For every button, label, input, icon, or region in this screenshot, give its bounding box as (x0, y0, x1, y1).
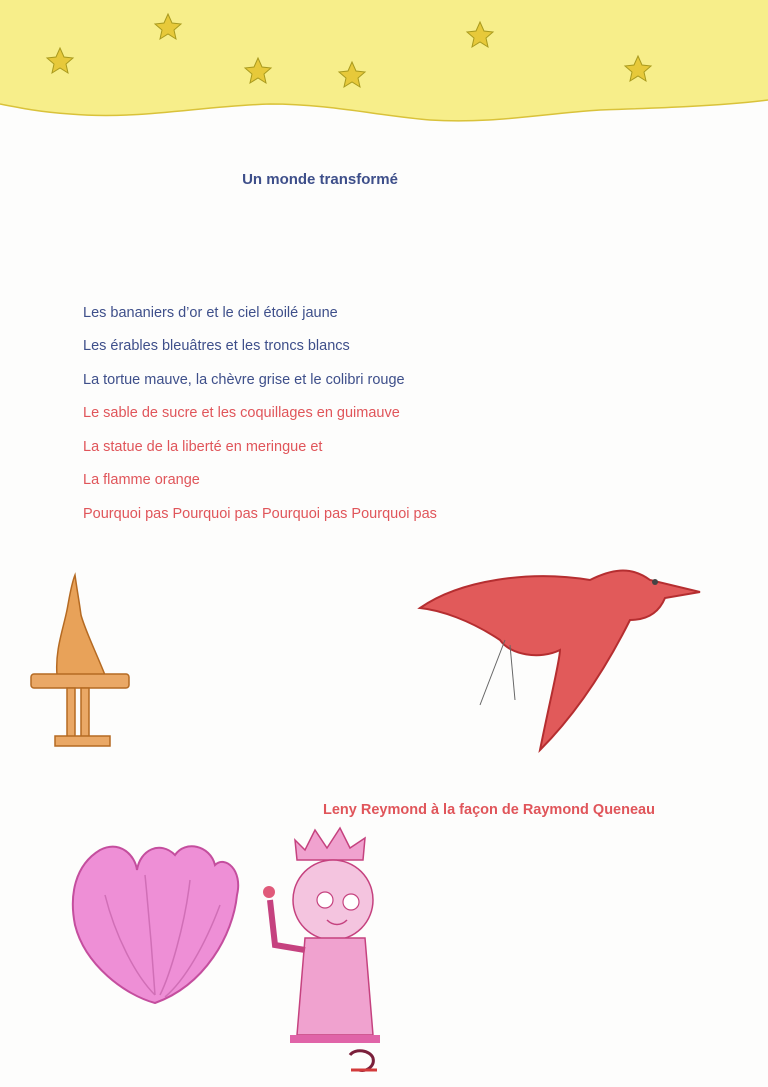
poem-line: La tortue mauve, la chèvre grise et le colibri rouge (83, 372, 405, 388)
hummingbird-drawing (410, 540, 710, 755)
author-credit: Leny Reymond à la façon de Raymond Queneau (323, 802, 655, 818)
page-title: Un monde transformé (242, 171, 398, 188)
poem-line: Pourquoi pas Pourquoi pas Pourquoi pas Pourquoi pas (83, 506, 437, 522)
flame-drawing (25, 570, 135, 750)
poem-line: Le sable de sucre et les coquillages en guimauve (83, 405, 400, 421)
shell-drawing (65, 835, 245, 1010)
starry-sky-drawing (0, 0, 768, 140)
poem-line: La flamme orange (83, 472, 200, 488)
poem-line: Les érables bleuâtres et les troncs blancs (83, 338, 350, 354)
poem-line: Les bananiers d’or et le ciel étoilé jaune (83, 305, 338, 321)
poem-line: La statue de la liberté en meringue et (83, 439, 323, 455)
statue-drawing (255, 820, 405, 1080)
